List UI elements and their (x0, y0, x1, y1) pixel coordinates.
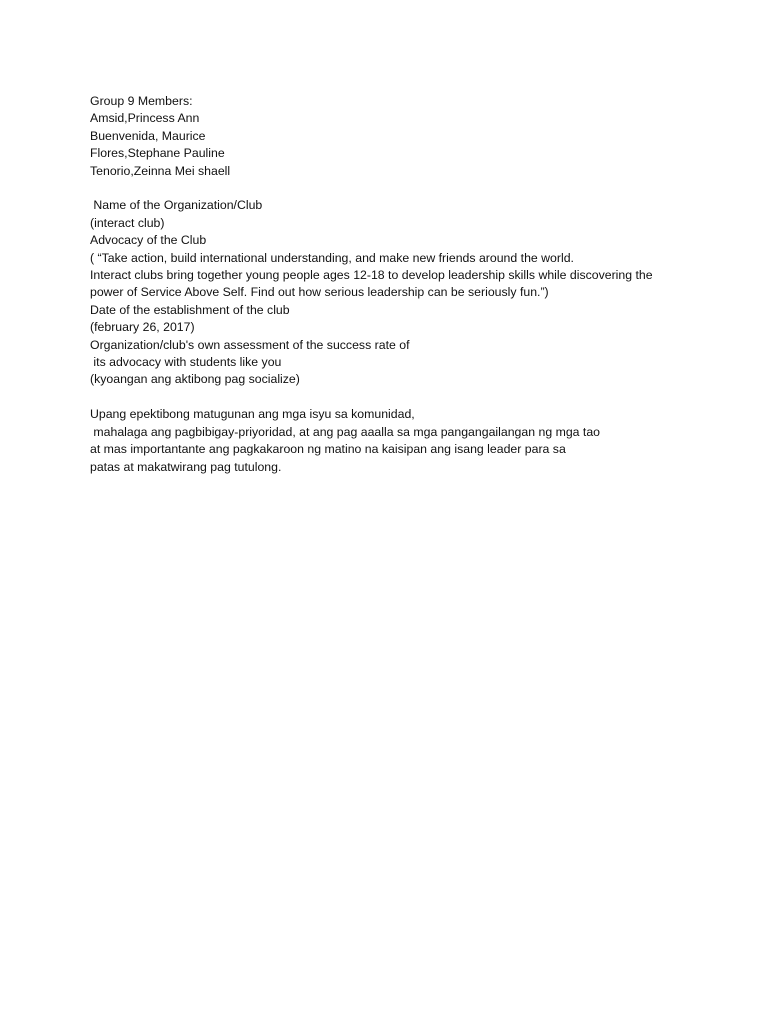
reflection-paragraph-line: at mas importantante ang pagkakaroon ng matino na kaisipan ang isang leader para sa (90, 442, 566, 457)
assessment-heading-continued: its advocacy with students like you (90, 355, 282, 370)
organization-name-heading: Name of the Organization/Club (90, 198, 263, 213)
establishment-date-value: (february 26, 2017) (90, 320, 195, 335)
assessment-value: (kyoangan ang aktibong pag socialize) (90, 372, 300, 387)
reflection-paragraph-line: Upang epektibong matugunan ang mga isyu sa komunidad, (90, 407, 415, 422)
member-name: Tenorio,Zeinna Mei shaell (90, 163, 231, 178)
establishment-date-heading: Date of the establishment of the club (90, 302, 290, 317)
member-name: Flores,Stephane Pauline (90, 146, 225, 161)
member-name: Amsid,Princess Ann (90, 111, 200, 126)
group-heading: Group 9 Members: (90, 94, 193, 108)
reflection-paragraph-line: patas at makatwirang pag tutulong. (90, 459, 282, 474)
advocacy-text: ( “Take action, build international understanding, and make new friends around the world. (90, 250, 574, 265)
assessment-heading: Organization/club's own assessment of the success rate of (90, 337, 410, 352)
advocacy-heading: Advocacy of the Club (90, 233, 207, 248)
organization-name-value: (interact club) (90, 215, 165, 230)
blank-line (90, 389, 710, 406)
member-name: Buenvenida, Maurice (90, 128, 206, 143)
blank-line (90, 180, 710, 197)
advocacy-text: Interact clubs bring together young people ages 12-18 to develop leadership skills while discovering the (90, 268, 653, 283)
reflection-paragraph-line: mahalaga ang pagbibigay-priyoridad, at ang pag aaalla sa mga pangangailangan ng mga tao (90, 424, 601, 439)
document-body (90, 93, 710, 476)
advocacy-text: power of Service Above Self. Find out how serious leadership can be seriously fun.”) (90, 285, 549, 300)
